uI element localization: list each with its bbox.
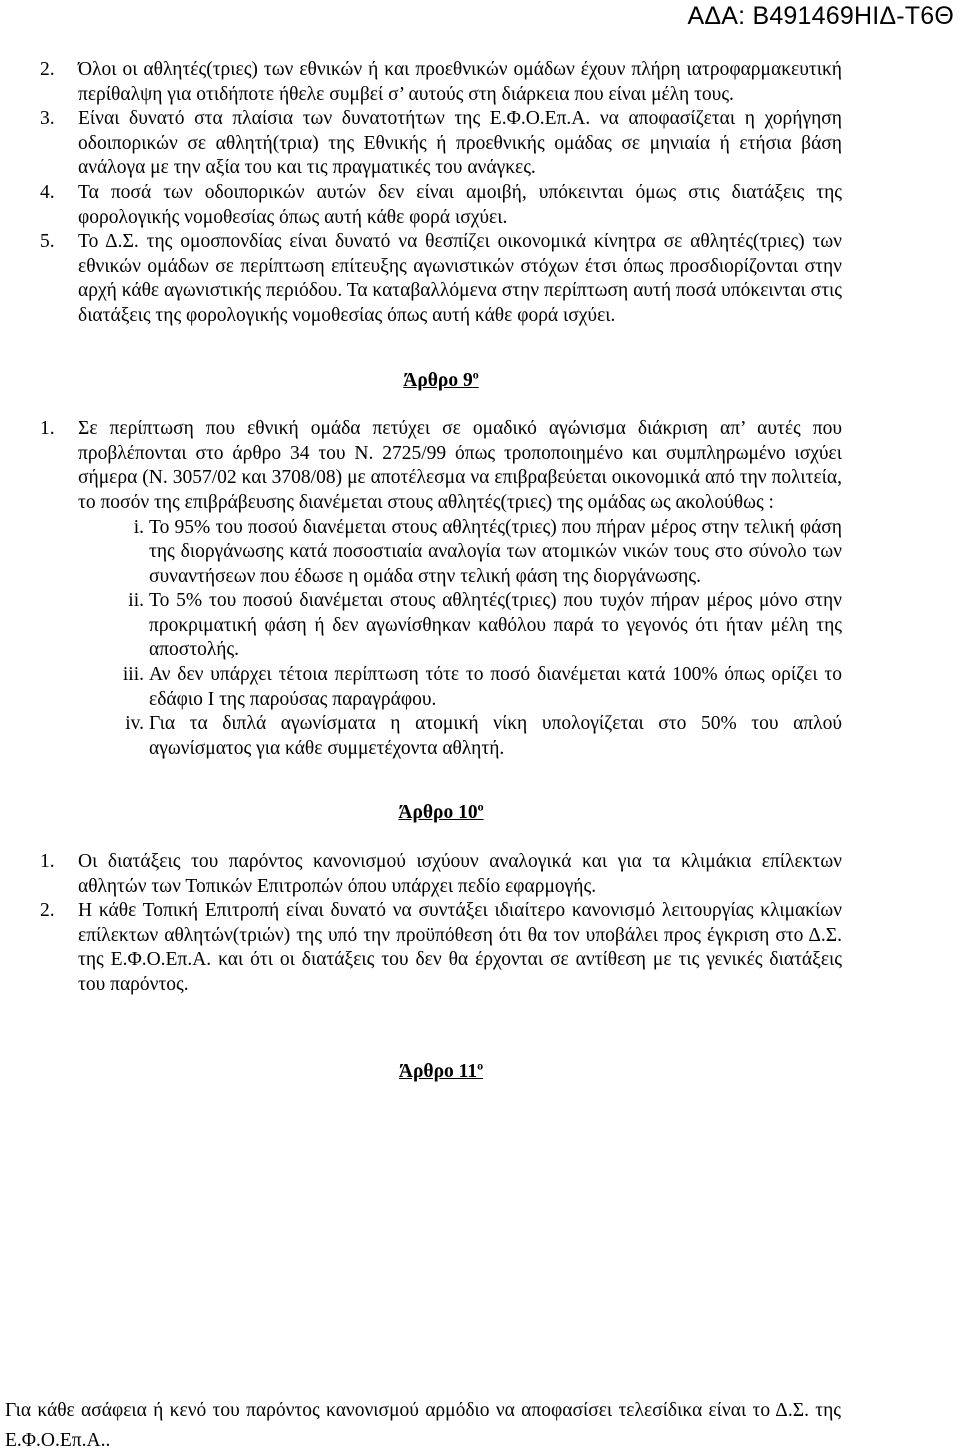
item-number: 1. [40,851,55,873]
item-text: Το Δ.Σ. της ομοσπονδίας είναι δυνατό να θεσπίζει οικονομικά κίνητρα σε αθλητές(τριες) των εθνικών ομάδων σε περίπτωση επίτευξης αγωνιστικών στόχων έτσι όπως προσδιορίζονται στην αρχή κάθε αγωνιστικής περιόδου. Τα καταβαλλόμενα στην περίπτωση αυτή ποσά υπόκεινται στις διατάξεις της φορολογικής νομοθεσίας όπως αυτή κάθε φορά ισχύει. [78,231,842,326]
article-9-sup: ο [472,367,479,382]
sub-item-text: Το 95% του ποσού διανέμεται στους αθλητές(τριες) που πήραν μέρος στην τελική φάση της διοργάνωσης κατά ποσοστιαία αναλογία των ατομικών νικών τους στο σύνολο των συναντήσεων που έδωσε η ομάδα στην τελική φάση της διοργάνωσης. [149,516,842,587]
article-10-list [40,850,842,998]
list-item [40,107,842,181]
article-11-heading [40,1060,842,1085]
list-item [40,230,842,328]
item-text: Η κάθε Τοπική Επιτροπή είναι δυνατό να συντάξει ιδιαίτερο κανονισμό λειτουργίας κλιμακίων επίλεκτων αθλητών(τριών) της υπό την προϋπόθεση ότι θα τον υποβάλει προς έγκριση στο Δ.Σ. της Ε.Φ.Ο.Επ.Α. και ότι οι διατάξεις του δεν θα έρχονται σε αντίθεση με τις γενικές διατάξεις του παρόντος. [78,900,842,995]
item-text: Όλοι οι αθλητές(τριες) των εθνικών ή και προεθνικών ομάδων έχουν πλήρη ιατροφαρμακευτική περίθαλψη για οτιδήποτε ήθελε συμβεί σ’ αυτούς στη διάρκεια που είναι μέλη τους. [78,59,842,105]
sub-item-number: ii. [128,590,144,612]
list-item [40,181,842,230]
article-9-heading [40,369,842,394]
list-item [40,417,842,761]
article-11-sup: ο [477,1058,484,1073]
list-item [40,899,842,997]
sub-list-item [78,589,842,663]
article-10-title: Άρθρο 10 [398,802,478,824]
sub-item-text: Για τα διπλά αγωνίσματα η ατομική νίκη υπολογίζεται στο 50% του απλού αγωνίσματος για κάθε συμμετέχοντα αθλητή. [149,713,842,759]
item-text: Σε περίπτωση που εθνική ομάδα πετύχει σε ομαδικό αγώνισμα διάκριση απ’ αυτές που προβλέπονται στο άρθρο 34 του Ν. 2725/99 όπως τροποποιημένο και συμπληρωμένο ισχύει σήμερα (Ν. 3057/02 και 3708/08) με αποτέλεσμα να επιβραβεύεται οικονομικά από την πολιτεία, το ποσόν της επιβράβευσης διανέμεται στους αθλητές(τριες) της ομάδας ως ακολούθως : [78,418,842,513]
article-10-sup: ο [477,799,484,814]
item-number: 5. [40,231,55,253]
article-11-title: Άρθρο 11 [398,1060,478,1082]
list-item [40,850,842,899]
item-number: 1. [40,418,55,440]
article-9-list [40,417,842,761]
item-text: Οι διατάξεις του παρόντος κανονισμού ισχύουν αναλογικά και για τα κλιμάκια επίλεκτων αθλητών των Τοπικών Επιτροπών όπου υπάρχει πεδίο εφαρμογής. [78,851,842,897]
item-number: 2. [40,59,55,80]
article-10-heading [40,801,842,826]
article-9-title: Άρθρο 9 [403,369,473,391]
sub-list-item [78,663,842,712]
sub-item-number: i. [133,516,144,538]
sub-list-item [78,712,842,761]
article-11-text: Για κάθε ασάφεια ή κενό του παρόντος κανονισμού αρμόδιο να αποφασίσει τελεσίδικα είναι το Δ.Σ. της Ε.Φ.Ο.Επ.Α.. [5,1400,841,1451]
article-9-subitems [78,516,842,762]
item-number: 3. [40,108,55,130]
sub-item-text: Το 5% του ποσού διανέμεται στους αθλητές(τριες) που τυχόν πήραν μέρος μόνο στην προκριματική φάση ή δεν αγωνίσθηκαν καθόλου παρά το γεγονός ότι ήταν μέλη της αποστολής. [149,590,842,661]
item-text: Είναι δυνατό στα πλαίσια των δυνατοτήτων της Ε.Φ.Ο.Επ.Α. να αποφασίζεται η χορήγηση οδοιπορικών σε αθλητή(τρια) της Εθνικής ή προεθνικής ομάδας σε μηνιαία ή ετήσια βάση ανάλογα με την αξία του και τις πραγματικές του ανάγκες. [78,108,842,179]
sub-list-item [78,516,842,590]
item-number: 4. [40,181,55,203]
sub-item-text: Αν δεν υπάρχει τέτοια περίπτωση τότε το ποσό διανέμεται κατά 100% όπως ορίζει το εδάφιο Ι της παρούσας παραγράφου. [149,664,842,710]
document-body [40,58,842,1084]
item-text: Τα ποσά των οδοιπορικών αυτών δεν είναι αμοιβή, υπόκεινται όμως στις διατάξεις της φορολογικής νομοθεσίας όπως αυτή κάθε φορά ισχύει. [78,181,842,228]
document-ada-code: ΑΔΑ: Β491469ΗΙΔ-Τ6Θ [687,2,954,30]
list-item [40,58,842,107]
item-number: 2. [40,900,55,922]
sub-item-number: iii. [122,664,144,686]
top-numbered-list [40,58,842,329]
sub-item-number: iv. [125,713,144,735]
